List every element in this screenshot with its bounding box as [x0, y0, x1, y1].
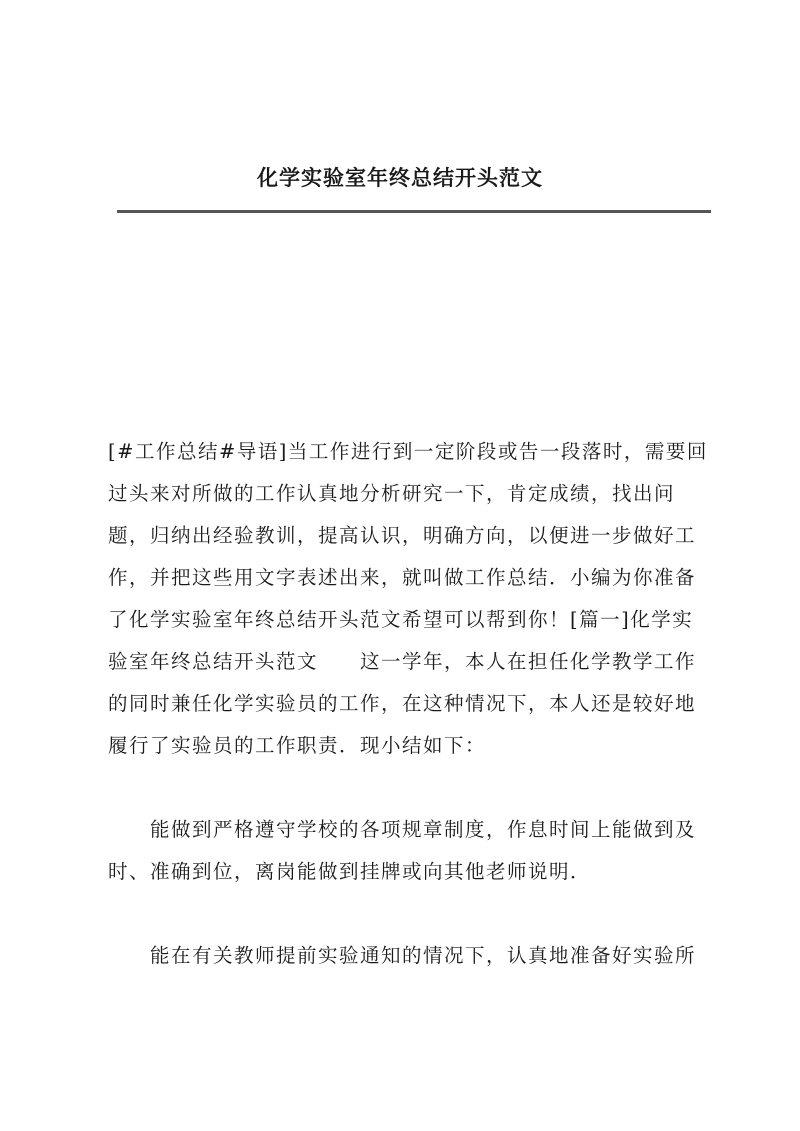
- body-line: 作，并把这些用文字表述出来，就叫做工作总结．小编为你准备: [108, 566, 697, 589]
- body-line: 履行了实验员的工作职责．现小结如下：: [108, 734, 487, 757]
- document-title: 化学实验室年终总结开头范文: [257, 165, 543, 190]
- body-line: 的同时兼任化学实验员的工作，在这种情况下，本人还是较好地: [108, 692, 697, 715]
- title-divider: [117, 210, 711, 213]
- body-line: 题，归纳出经验教训，提高认识，明确方向，以便进一步做好工: [108, 524, 697, 547]
- body-line: 验室年终总结开头范文 这一学年，本人在担任化学教学工作: [108, 650, 697, 673]
- body-line: 了化学实验室年终总结开头范文希望可以帮到你！[篇一]化学实: [108, 608, 694, 631]
- body-line: 能做到严格遵守学校的各项规章制度，作息时间上能做到及: [108, 818, 697, 841]
- body-line: 时、准确到位，离岗能做到挂牌或向其他老师说明．: [108, 860, 592, 883]
- body-line: 过头来对所做的工作认真地分析研究一下，肯定成绩，找出问: [108, 482, 676, 505]
- body-line: 能在有关教师提前实验通知的情况下，认真地准备好实验所: [108, 944, 697, 967]
- body-line: [#工作总结#导语]当工作进行到一定阶段或告一段落时，需要回: [108, 440, 708, 463]
